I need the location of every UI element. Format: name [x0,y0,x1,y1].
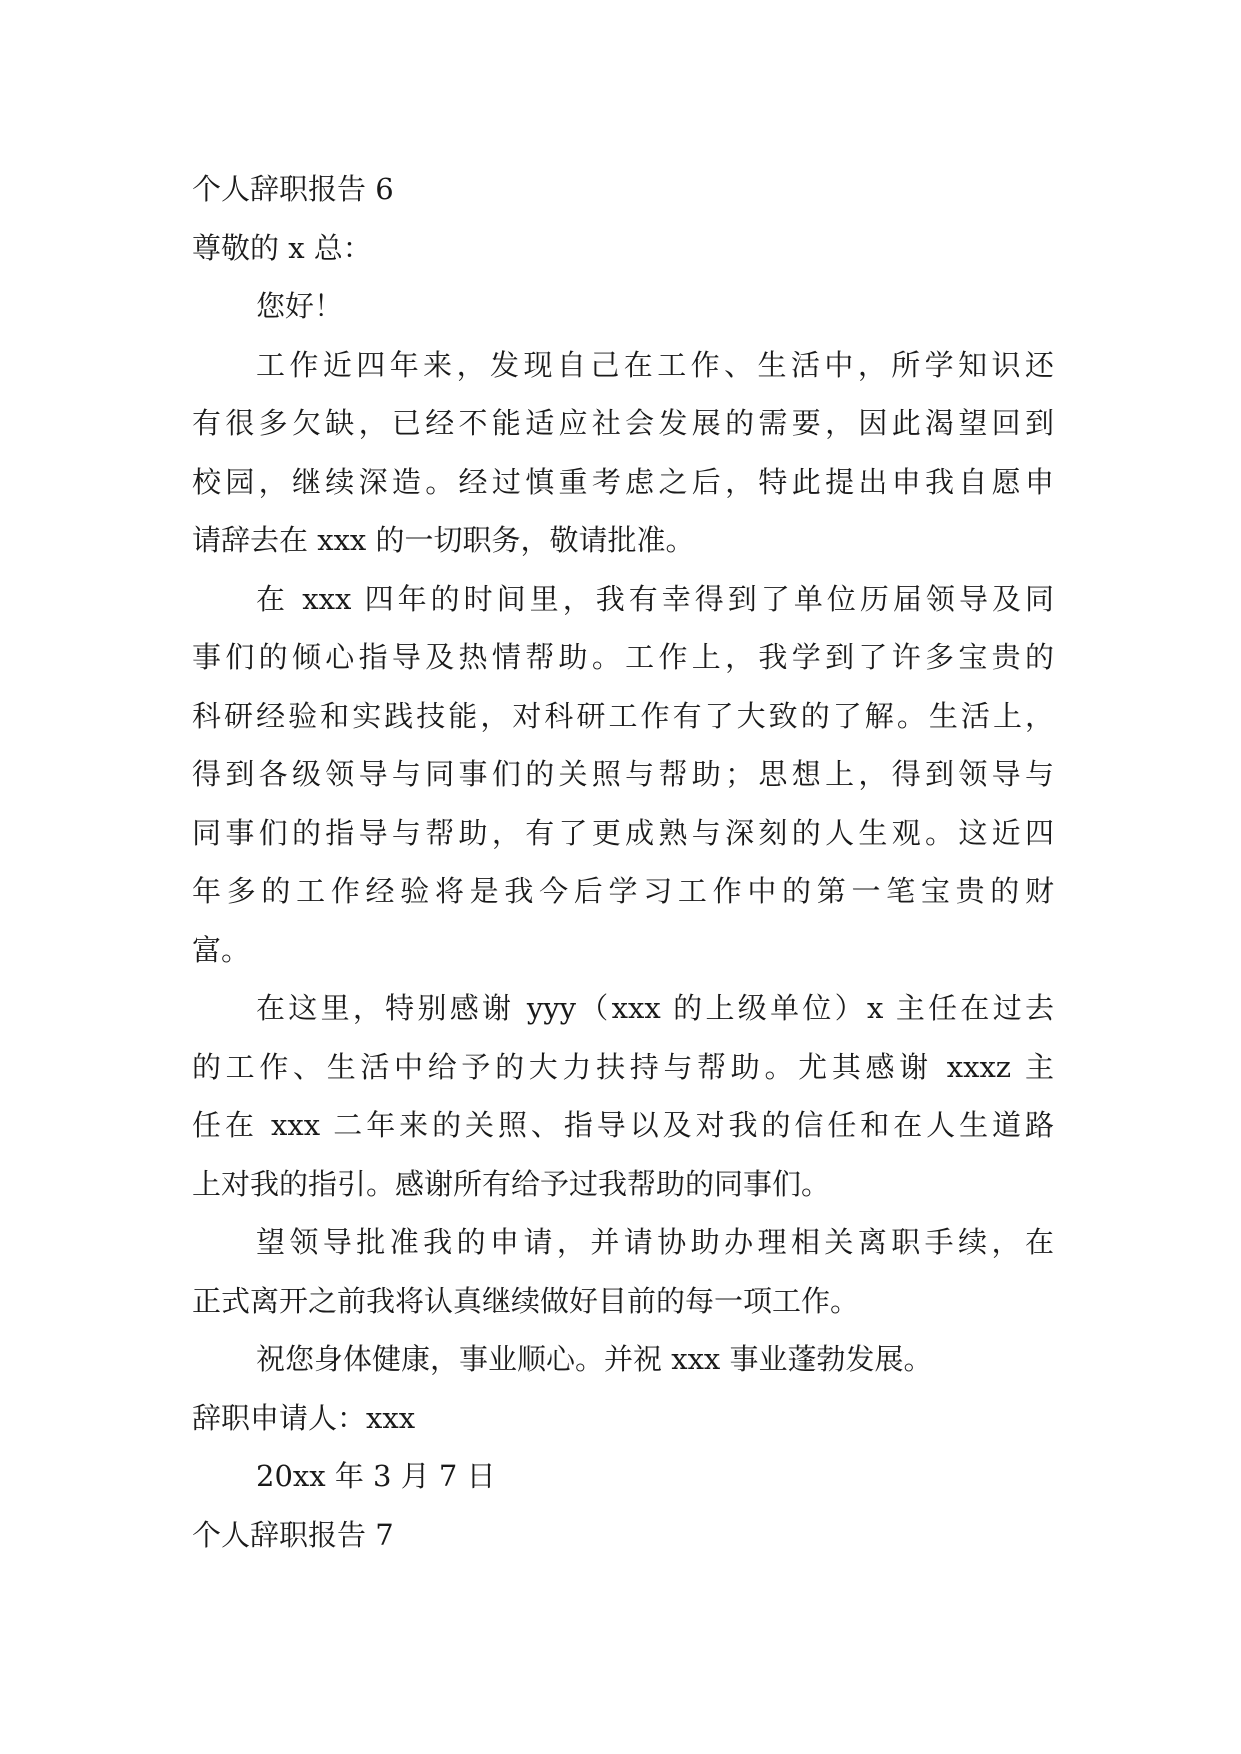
paragraph-2-line-2: 事们的倾心指导及热情帮助。工作上，我学到了许多宝贵的 [192,640,1054,674]
paragraph-4-line-1: 望领导批准我的申请，并请协助办理相关离职手续，在 [256,1225,1054,1259]
paragraph-3-line-3: 任在 xxx 二年来的关照、指导以及对我的信任和在人生道路 [192,1108,1054,1142]
paragraph-3-line-2: 的工作、生活中给予的大力扶持与帮助。尤其感谢 xxxz 主 [192,1049,1054,1084]
paragraph-1-line-2: 有很多欠缺，已经不能适应社会发展的需要，因此渴望回到 [192,406,1054,440]
paragraph-2-line-4: 得到各级领导与同事们的关照与帮助；思想上，得到领导与 [192,757,1054,791]
paragraph-2-line-5: 同事们的指导与帮助，有了更成熟与深刻的人生观。这近四 [192,815,1054,850]
paragraph-2-line-3: 科研经验和实践技能，对科研工作有了大致的了解。生活上， [192,698,1054,733]
salutation: 尊敬的 x 总： [192,230,372,265]
document-body [192,160,1054,1564]
paragraph-1-line-1: 工作近四年来，发现自己在工作、生活中，所学知识还 [256,347,1054,382]
paragraph-3-line-1: 在这里，特别感谢 yyy（xxx 的上级单位）x 主任在过去 [256,991,1054,1025]
paragraph-1-line-3: 校园，继续深造。经过慎重考虑之后，特此提出申我自愿申 [192,464,1054,499]
paragraph-1-line-4: 请辞去在 xxx 的一切职务，敬请批准。 [192,523,695,557]
paragraph-4-line-2: 正式离开之前我将认真继续做好目前的每一项工作。 [192,1283,860,1318]
paragraph-2-line-6: 年多的工作经验将是我今后学习工作中的第一笔宝贵的财 [192,874,1054,908]
paragraph-3-line-4: 上对我的指引。感谢所有给予过我帮助的同事们。 [192,1166,831,1201]
signature: 辞职申请人：xxx [192,1400,416,1435]
paragraph-2-line-7: 富。 [192,932,251,967]
paragraph-5-line-1: 祝您身体健康，事业顺心。并祝 xxx 事业蓬勃发展。 [256,1342,933,1376]
date: 20xx 年 3 月 7 日 [256,1459,496,1493]
report-heading-6: 个人辞职报告 6 [192,172,394,206]
paragraph-2-line-1: 在 xxx 四年的时间里，我有幸得到了单位历届领导及同 [256,581,1054,616]
report-heading-7: 个人辞职报告 7 [192,1517,394,1552]
greeting: 您好！ [256,289,344,323]
